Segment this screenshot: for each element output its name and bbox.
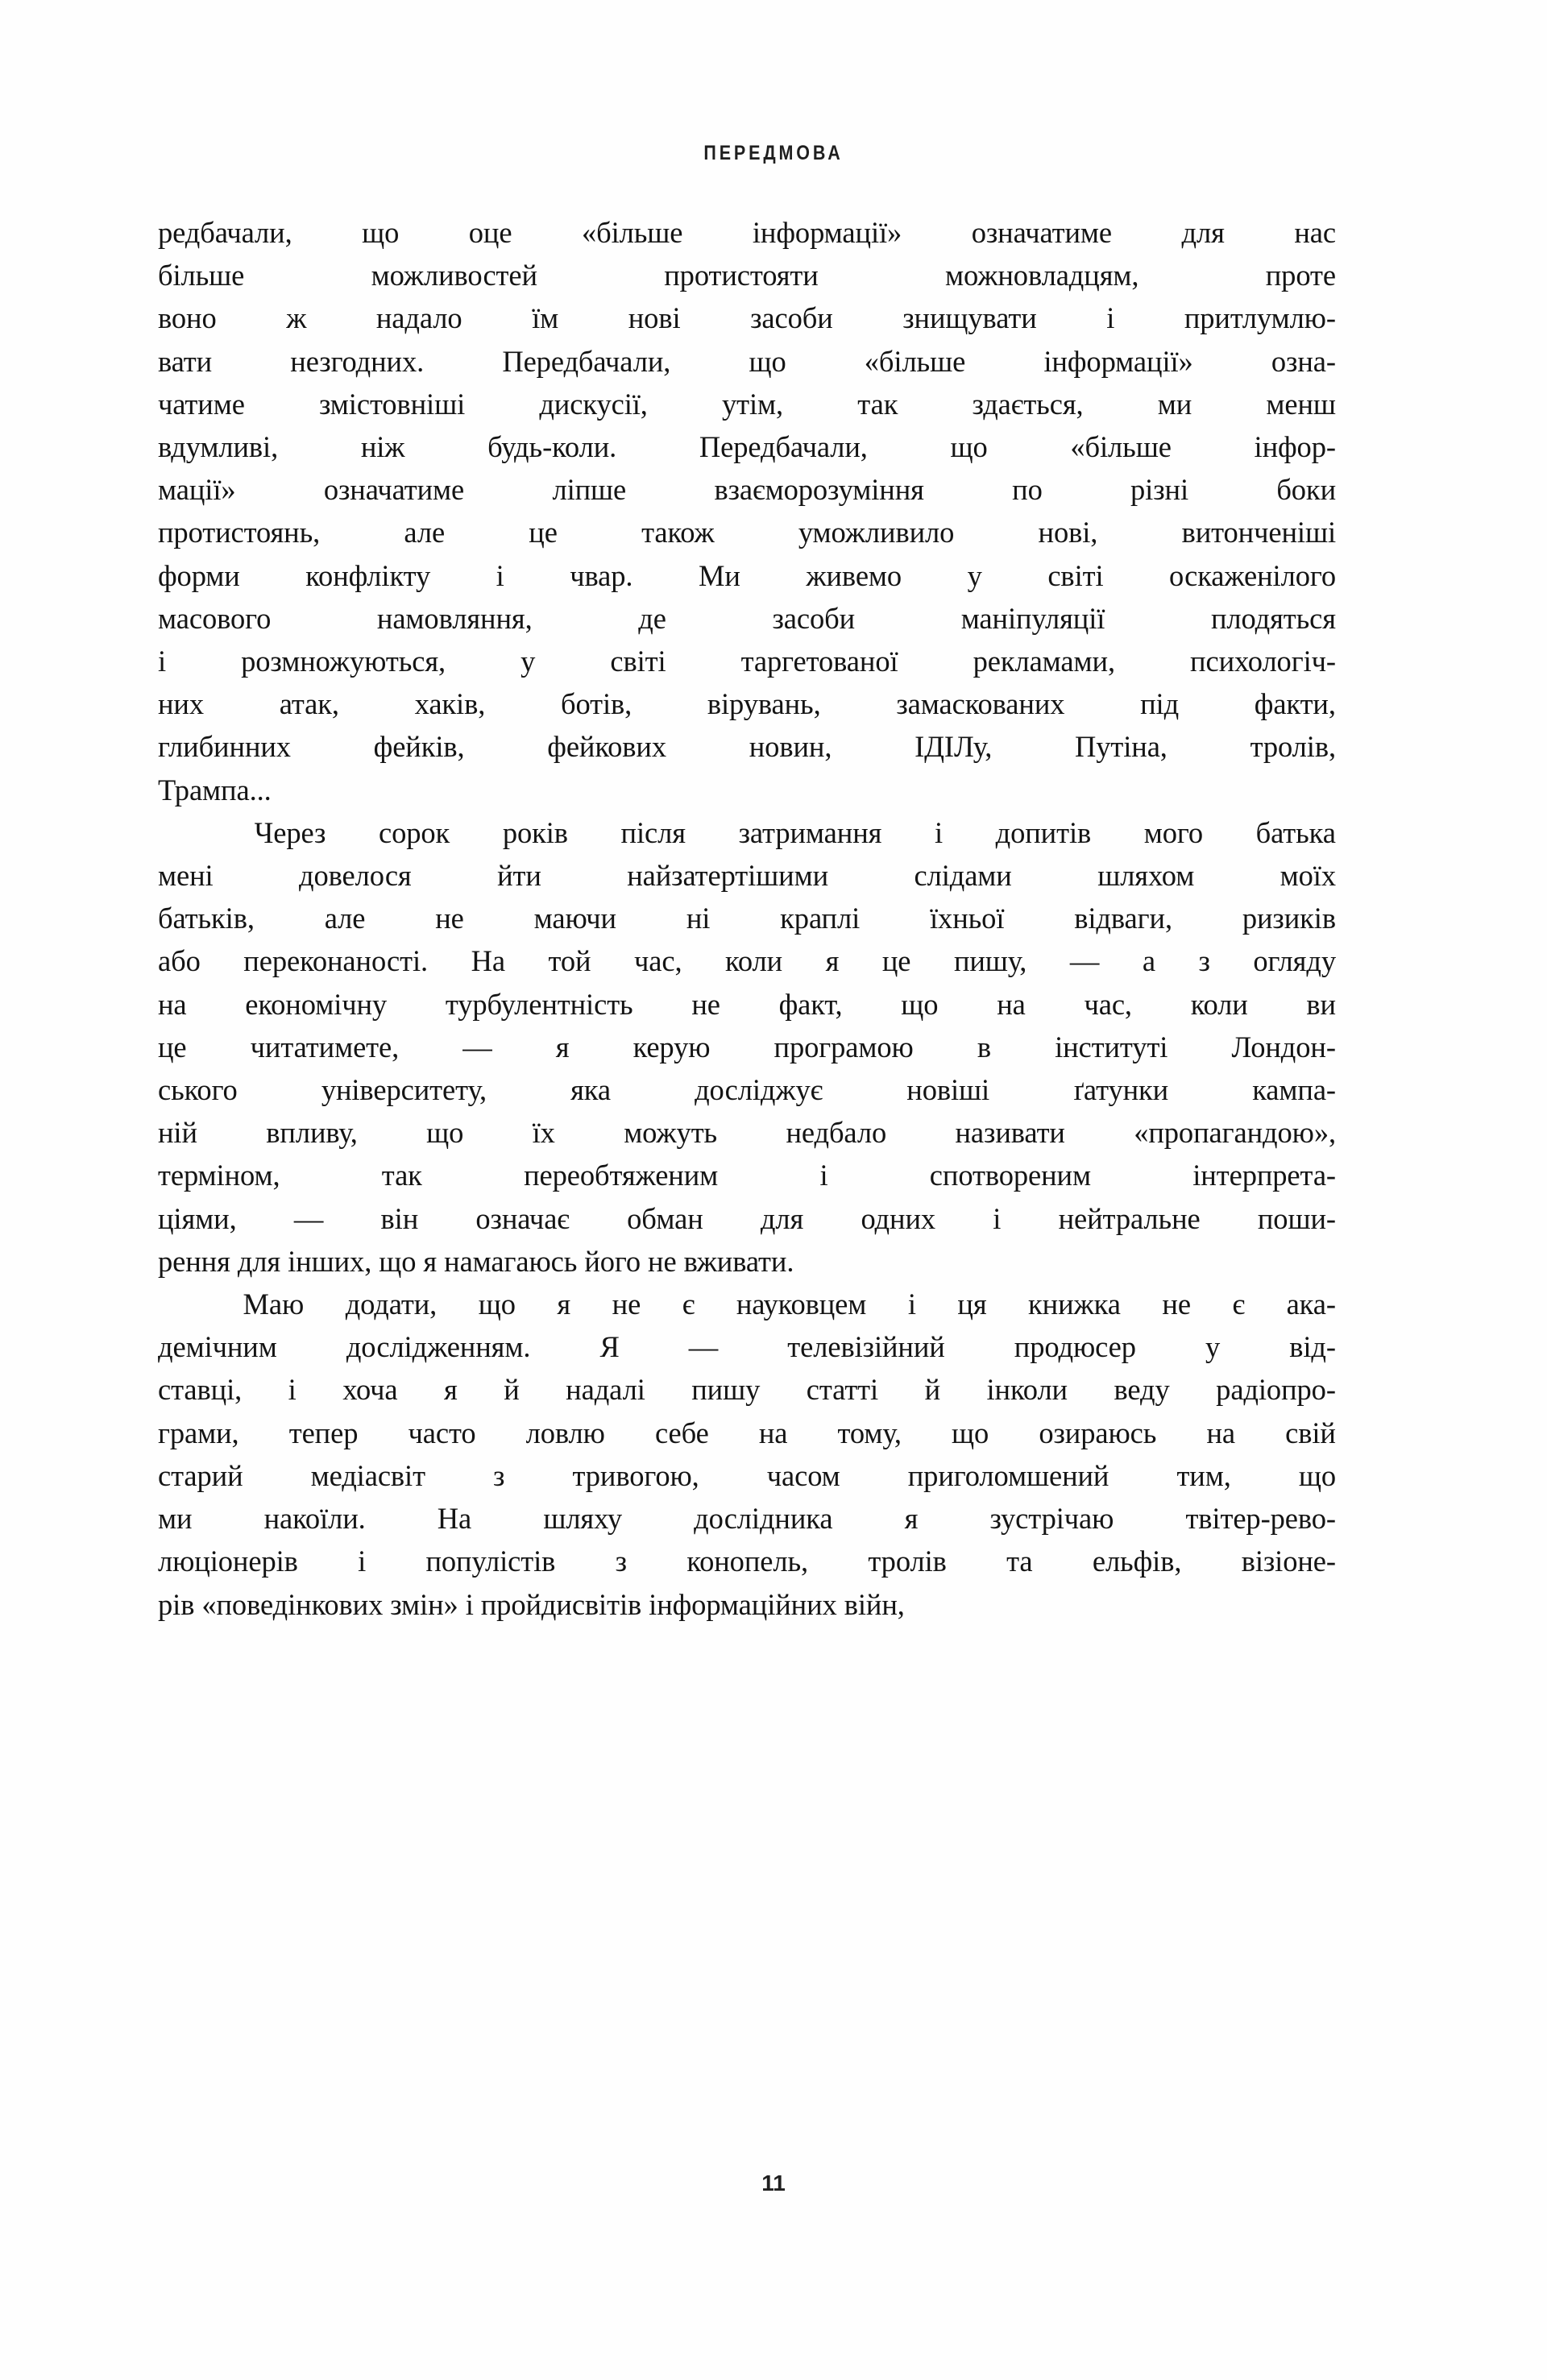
word: дослідженням. (346, 1330, 531, 1364)
word: надалі (566, 1373, 645, 1407)
text-line: рів «поведінкових змін» і пройдисвітів інформаційних війн, (158, 1587, 905, 1621)
text-line (158, 682, 1336, 725)
word: масового (158, 601, 272, 635)
word: твітер-рево- (1185, 1502, 1336, 1536)
word: ботів, (560, 687, 632, 721)
word: замаскованих (896, 687, 1065, 721)
word: ака- (1286, 1287, 1336, 1321)
word: Лондон- (1231, 1030, 1336, 1064)
word: тролів, (1250, 730, 1336, 764)
word: оскаженілого (1169, 558, 1336, 592)
text-line (158, 1283, 1336, 1325)
word: у (1205, 1330, 1221, 1364)
word: надало (375, 301, 462, 335)
word: програмою (774, 1030, 914, 1064)
word: часом (766, 1458, 840, 1492)
word: та (1006, 1545, 1033, 1578)
word: що (478, 1287, 516, 1321)
word: інституті (1055, 1030, 1168, 1064)
word: тому, (837, 1416, 902, 1449)
word: шляху (543, 1502, 623, 1536)
word: протистоянь, (158, 516, 321, 549)
word: ніж (360, 430, 405, 464)
word: це (158, 1030, 187, 1064)
word: у (967, 558, 982, 592)
text-line (158, 1412, 1336, 1454)
paragraph-2 (158, 811, 1336, 1283)
word: інфор- (1254, 430, 1336, 464)
word: університету, (321, 1073, 487, 1107)
word: для (1181, 216, 1225, 249)
word: — (293, 1201, 324, 1235)
word: себе (654, 1416, 709, 1449)
word: від- (1289, 1330, 1336, 1364)
word: що (901, 987, 939, 1021)
word: оце (468, 216, 512, 249)
word: називати (955, 1116, 1065, 1150)
word: психологіч- (1190, 645, 1336, 678)
text-line (158, 1197, 1336, 1240)
word: книжка (1028, 1287, 1121, 1321)
word: Маю (243, 1287, 305, 1321)
word: живемо (806, 558, 902, 592)
word: утім, (722, 387, 784, 421)
word: ставці, (158, 1373, 243, 1407)
word: сорок (379, 815, 450, 849)
word: Я (599, 1330, 620, 1364)
word: і (934, 815, 943, 849)
word: них (158, 687, 205, 721)
word: і (907, 1287, 916, 1321)
word: статті (806, 1373, 879, 1407)
word: є (1232, 1287, 1246, 1321)
text-line (158, 1111, 1336, 1154)
text-line (158, 1497, 1336, 1540)
text-block (158, 211, 1336, 1626)
word: ні (686, 902, 711, 935)
word: «пропагандою», (1134, 1116, 1336, 1150)
word: ця (957, 1287, 987, 1321)
word: менш (1266, 387, 1336, 421)
word: тривогою, (572, 1458, 699, 1492)
word: маючи (533, 902, 616, 935)
text-line (158, 1454, 1336, 1497)
word: уможливило (798, 516, 955, 549)
word: ціями, (158, 1201, 237, 1235)
text-line (158, 1154, 1336, 1196)
word: і (496, 558, 504, 592)
word: він (380, 1201, 419, 1235)
word: медіасвіт (310, 1458, 425, 1492)
word: грами, (158, 1416, 239, 1449)
word: також (641, 516, 715, 549)
word: час, (634, 944, 682, 978)
word: веду (1114, 1373, 1170, 1407)
word: що (426, 1116, 464, 1150)
paragraph-indent (158, 1283, 201, 1325)
word: чвар. (570, 558, 633, 592)
word: глибинних (158, 730, 291, 764)
word: ми (1157, 387, 1192, 421)
word: мого (1143, 815, 1204, 849)
word: конопель, (686, 1545, 809, 1578)
word: науковцем (736, 1287, 867, 1321)
word: часто (408, 1416, 476, 1449)
word: тролів (868, 1545, 947, 1578)
word: той (548, 944, 591, 978)
word: на (758, 1416, 788, 1449)
word: вдумливі, (158, 430, 279, 464)
word: намовляння, (376, 601, 533, 635)
word: люціонерів (158, 1545, 298, 1578)
word: конфлікту (305, 558, 431, 592)
word: «більше (581, 216, 683, 249)
word: економічну (245, 987, 388, 1021)
word: так (857, 387, 898, 421)
text-line (158, 725, 1336, 768)
word: таргетованої (740, 645, 898, 678)
word: засоби (772, 601, 856, 635)
word: мації» (158, 473, 236, 507)
word: терміном, (158, 1159, 280, 1192)
word: тепер (288, 1416, 359, 1449)
word: кампа- (1252, 1073, 1336, 1107)
text-line (158, 1368, 1336, 1411)
word: впливу, (266, 1116, 358, 1150)
word: витонченіші (1181, 516, 1336, 549)
word: Ми (699, 558, 740, 592)
word: означатиме (971, 216, 1113, 249)
word: що (362, 216, 400, 249)
word: ж (286, 301, 307, 335)
word: краплі (780, 902, 861, 935)
word: й (924, 1373, 941, 1407)
text-line (158, 425, 1336, 468)
word: інформації» (752, 216, 902, 249)
word: можливостей (371, 259, 537, 292)
text-line: рення для інших, що я намагаюсь його не вживати. (158, 1244, 794, 1278)
word: ІДІЛу, (915, 730, 993, 764)
word: ловлю (525, 1416, 605, 1449)
word: нейтральне (1058, 1201, 1201, 1235)
word: що (952, 1416, 989, 1449)
word: факт, (778, 987, 843, 1021)
word: демічним (158, 1330, 277, 1364)
word: ній (158, 1116, 197, 1150)
word: накоїли. (263, 1502, 366, 1536)
text-line (158, 383, 1336, 425)
word: у (521, 645, 536, 678)
running-header: ПЕРЕДМОВА (703, 142, 844, 164)
word: і (819, 1159, 828, 1192)
word: огляду (1253, 944, 1336, 978)
word: не (435, 902, 464, 935)
word: їх (532, 1116, 555, 1150)
word: і (1106, 301, 1115, 335)
word: розмножуються, (241, 645, 446, 678)
word: це (529, 516, 558, 549)
text-line (158, 1540, 1336, 1582)
word: більше (158, 259, 245, 292)
word: років (502, 815, 568, 849)
word: або (158, 944, 201, 978)
word: ського (158, 1073, 238, 1107)
text-line (158, 468, 1336, 511)
word: переобтяженим (524, 1159, 719, 1192)
word: під (1140, 687, 1180, 721)
word: різні (1130, 473, 1189, 507)
word: я (555, 1030, 570, 1064)
word: для (760, 1201, 804, 1235)
word: світі (1047, 558, 1104, 592)
word: нові (628, 301, 681, 335)
word: новин, (749, 730, 832, 764)
text-line (158, 983, 1336, 1026)
page-number: 11 (761, 2171, 786, 2195)
word: фейкових (547, 730, 667, 764)
word: проте (1265, 259, 1336, 292)
word: радіопро- (1216, 1373, 1336, 1407)
word: коли (1190, 987, 1248, 1021)
text-line (158, 939, 1336, 982)
text-line (158, 296, 1336, 339)
word: в (977, 1030, 991, 1064)
word: найзатертішими (627, 859, 829, 893)
word: обман (627, 1201, 703, 1235)
word: незгодних. (290, 344, 425, 378)
word: але (404, 516, 446, 549)
paragraph-3 (158, 1283, 1336, 1626)
word: я (904, 1502, 919, 1536)
word: вати (158, 344, 213, 378)
word: ґатунки (1073, 1073, 1169, 1107)
word: фейків, (373, 730, 465, 764)
word: йти (497, 859, 541, 893)
word: не (1162, 1287, 1191, 1321)
word: візіоне- (1241, 1545, 1336, 1578)
word: озна- (1271, 344, 1336, 378)
text-line (158, 1026, 1336, 1068)
word: популістів (425, 1545, 556, 1578)
paragraph-indent (158, 811, 201, 854)
word: плодяться (1210, 601, 1336, 635)
word: «більше (864, 344, 966, 378)
word: Через (254, 815, 326, 849)
word: можновладцям, (945, 259, 1139, 292)
word: рекламами, (973, 645, 1115, 678)
text-line (158, 597, 1336, 640)
word: Передбачали, (502, 344, 671, 378)
paragraph-1 (158, 211, 1336, 811)
word: На (437, 1502, 472, 1536)
word: слідами (914, 859, 1012, 893)
word: турбулентність (445, 987, 633, 1021)
word: допитів (995, 815, 1092, 849)
word: пишу (691, 1373, 761, 1407)
text-line (158, 211, 1336, 254)
word: довелося (299, 859, 412, 893)
word: батька (1255, 815, 1336, 849)
word: що (1298, 1458, 1336, 1492)
word: шляхом (1097, 859, 1195, 893)
word: чатиме (158, 387, 245, 421)
word: ризиків (1242, 902, 1336, 935)
word: пишу, (953, 944, 1027, 978)
text-line (158, 1068, 1336, 1111)
word: після (620, 815, 686, 849)
word: боки (1276, 473, 1336, 507)
word: недбало (786, 1116, 887, 1150)
word: це (881, 944, 911, 978)
word: світі (610, 645, 666, 678)
word: але (324, 902, 366, 935)
word: що (950, 430, 988, 464)
word: одних (861, 1201, 936, 1235)
word: інформації» (1043, 344, 1193, 378)
word: і (158, 645, 167, 678)
word: новіші (906, 1073, 990, 1107)
word: хаків, (414, 687, 486, 721)
word: не (612, 1287, 641, 1321)
word: змістовніші (319, 387, 466, 421)
text-line (158, 254, 1336, 296)
word: я (825, 944, 840, 978)
word: дослідника (694, 1502, 833, 1536)
word: приголомшений (907, 1458, 1109, 1492)
word: читатимете, (250, 1030, 400, 1064)
word: є (682, 1287, 695, 1321)
word: ми (158, 1502, 193, 1536)
word: вірувань, (707, 687, 821, 721)
word: і (358, 1545, 367, 1578)
word: продюсер (1014, 1330, 1136, 1364)
word: свій (1285, 1416, 1336, 1449)
word: маніпуляції (960, 601, 1105, 635)
word: нові, (1038, 516, 1098, 549)
word: й (504, 1373, 520, 1407)
word: — (462, 1030, 492, 1064)
word: і (288, 1373, 297, 1407)
text-line (158, 340, 1336, 383)
word: спотвореним (929, 1159, 1091, 1192)
word: засоби (750, 301, 833, 335)
word: а (1142, 944, 1155, 978)
text-line (158, 897, 1336, 939)
word: ліпше (552, 473, 627, 507)
word: хоча (342, 1373, 398, 1407)
word: будь-коли. (487, 430, 617, 464)
word: яка (570, 1073, 611, 1107)
word: здається, (972, 387, 1084, 421)
word: їхньої (930, 902, 1005, 935)
text-line (158, 640, 1336, 682)
word: озираюсь (1039, 1416, 1157, 1449)
word: з (493, 1458, 505, 1492)
word: я (444, 1373, 458, 1407)
word: телевізійний (787, 1330, 945, 1364)
word: притлумлю- (1184, 301, 1336, 335)
word: на (158, 987, 187, 1021)
word: відваги, (1074, 902, 1172, 935)
text-line (158, 854, 1336, 897)
word: означатиме (323, 473, 465, 507)
text-line (158, 554, 1336, 597)
word: знищувати (902, 301, 1037, 335)
text-line (158, 511, 1336, 554)
word: зустрічаю (989, 1502, 1114, 1536)
word: досліджує (695, 1073, 823, 1107)
word: тим, (1176, 1458, 1231, 1492)
word: на (997, 987, 1026, 1021)
word: переконаності. (243, 944, 429, 978)
word: взаєморозуміння (714, 473, 924, 507)
word: ви (1306, 987, 1336, 1021)
word: коли (725, 944, 783, 978)
text-line (158, 811, 1336, 854)
word: означає (475, 1201, 570, 1235)
word: батьків, (158, 902, 255, 935)
word: старий (158, 1458, 243, 1492)
word: додати, (345, 1287, 438, 1321)
word: факти, (1254, 687, 1336, 721)
word: керую (632, 1030, 711, 1064)
word: де (638, 601, 666, 635)
word: інтерпрета- (1192, 1159, 1336, 1192)
word: не (691, 987, 720, 1021)
word: — (1069, 944, 1100, 978)
word: їм (532, 301, 559, 335)
word: інколи (986, 1373, 1068, 1407)
word: «більше (1070, 430, 1172, 464)
word: мені (158, 859, 214, 893)
word: я (557, 1287, 571, 1321)
word: так (381, 1159, 422, 1192)
word: поши- (1257, 1201, 1336, 1235)
word: можуть (624, 1116, 718, 1150)
word: моїх (1279, 859, 1336, 893)
word: атак, (279, 687, 339, 721)
word: затримання (738, 815, 882, 849)
word: форми (158, 558, 240, 592)
word: нас (1294, 216, 1336, 249)
word: з (615, 1545, 627, 1578)
word: що (749, 344, 786, 378)
word: на (1206, 1416, 1235, 1449)
word: редбачали, (158, 216, 292, 249)
word: час, (1084, 987, 1132, 1021)
word: з (1198, 944, 1210, 978)
word: Передбачали, (699, 430, 868, 464)
word: дискусії, (539, 387, 648, 421)
word: протистояти (664, 259, 819, 292)
word: і (993, 1201, 1002, 1235)
word: ельфів, (1092, 1545, 1182, 1578)
word: воно (158, 301, 217, 335)
word: На (471, 944, 505, 978)
word: по (1012, 473, 1043, 507)
text-line (158, 1325, 1336, 1368)
word: Путіна, (1074, 730, 1168, 764)
text-line: Трампа... (158, 773, 272, 806)
word: — (688, 1330, 719, 1364)
